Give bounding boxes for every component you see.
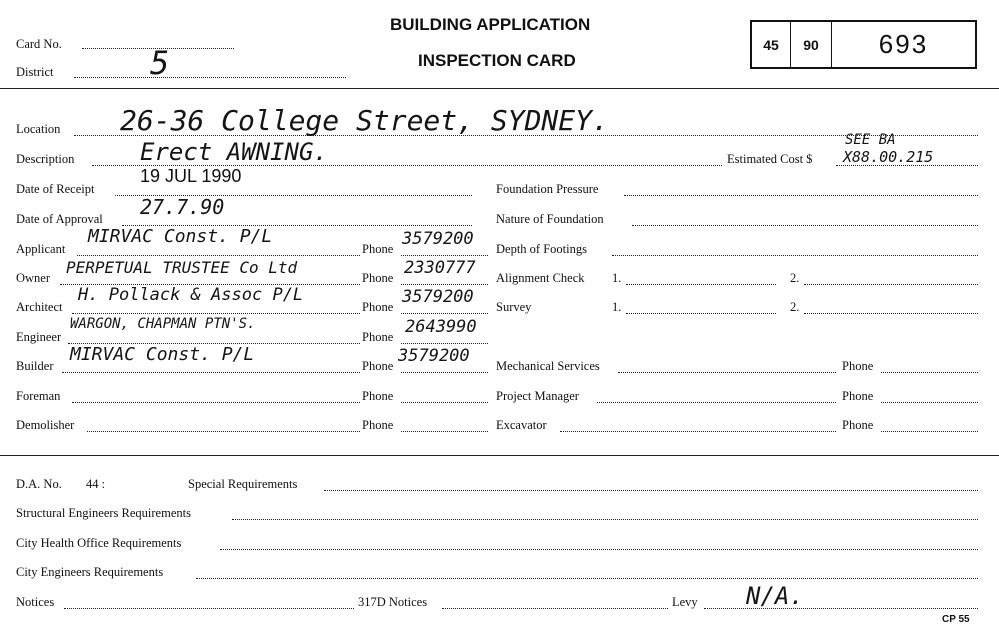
reference-number-boxes bbox=[750, 20, 977, 69]
alignment-check-line1 bbox=[626, 284, 776, 285]
builder-phone-value: 3579200 bbox=[398, 346, 470, 366]
notices-label: Notices bbox=[16, 595, 55, 609]
estimated-cost-label: Estimated Cost $ bbox=[727, 152, 813, 166]
description-value: Erect AWNING. bbox=[140, 138, 328, 166]
builder-phone-label: Phone bbox=[362, 359, 394, 373]
applicant-phone-line bbox=[401, 255, 488, 256]
foreman-label: Foreman bbox=[16, 389, 61, 403]
project-manager-phone-label: Phone bbox=[842, 389, 874, 403]
builder-value: MIRVAC Const. P/L bbox=[70, 344, 255, 365]
location-label: Location bbox=[16, 122, 61, 136]
applicant-line bbox=[77, 255, 360, 256]
foundation-pressure-label: Foundation Pressure bbox=[496, 182, 599, 196]
applicant-phone-value: 3579200 bbox=[402, 229, 474, 249]
card-no-label: Card No. bbox=[16, 37, 62, 51]
engineer-value: WARGON, CHAPMAN PTN'S. bbox=[70, 316, 256, 332]
applicant-label: Applicant bbox=[16, 242, 66, 256]
levy-value: N/A. bbox=[746, 582, 804, 610]
form-code: CP 55 bbox=[942, 614, 970, 625]
architect-phone-label: Phone bbox=[362, 300, 394, 314]
estimated-cost-value: X88.00.215 bbox=[843, 148, 934, 166]
ref-box-3: 693 bbox=[878, 29, 929, 59]
special-requirements-label: Special Requirements bbox=[188, 477, 298, 491]
owner-phone-line bbox=[401, 284, 488, 285]
survey-num2: 2. bbox=[790, 300, 800, 314]
district-label: District bbox=[16, 65, 54, 79]
architect-label: Architect bbox=[16, 300, 63, 314]
form-title-line1: BUILDING APPLICATION bbox=[390, 15, 591, 34]
owner-phone-label: Phone bbox=[362, 271, 394, 285]
foreman-phone-line bbox=[401, 402, 488, 403]
excavator-label: Excavator bbox=[496, 418, 547, 432]
project-manager-line bbox=[597, 402, 836, 403]
engineer-phone-label: Phone bbox=[362, 330, 394, 344]
date-of-approval-label: Date of Approval bbox=[16, 212, 103, 226]
applicant-value: MIRVAC Const. P/L bbox=[88, 226, 273, 247]
excavator-line bbox=[560, 431, 836, 432]
structural-engineers-label: Structural Engineers Requirements bbox=[16, 506, 191, 520]
city-health-line bbox=[220, 549, 978, 550]
city-health-label: City Health Office Requirements bbox=[16, 536, 182, 550]
city-engineers-line bbox=[196, 578, 978, 579]
mechanical-services-label: Mechanical Services bbox=[496, 359, 600, 373]
builder-label: Builder bbox=[16, 359, 54, 373]
owner-value: PERPETUAL TRUSTEE Co Ltd bbox=[66, 258, 298, 277]
notices-line bbox=[64, 608, 354, 609]
district-value: 5 bbox=[150, 44, 170, 82]
architect-phone-line bbox=[401, 313, 488, 314]
form-title-line2: INSPECTION CARD bbox=[418, 51, 576, 70]
survey-line2 bbox=[804, 313, 978, 314]
da-no-label: D.A. No. bbox=[16, 477, 62, 491]
applicant-phone-label: Phone bbox=[362, 242, 394, 256]
structural-engineers-line bbox=[232, 519, 978, 520]
date-of-approval-value: 27.7.90 bbox=[140, 195, 225, 219]
city-engineers-label: City Engineers Requirements bbox=[16, 565, 164, 579]
foundation-pressure-line bbox=[624, 195, 978, 196]
survey-line1 bbox=[626, 313, 776, 314]
demolisher-phone-line bbox=[401, 431, 488, 432]
demolisher-phone-label: Phone bbox=[362, 418, 394, 432]
survey-label: Survey bbox=[496, 300, 532, 314]
depth-of-footings-line bbox=[612, 255, 978, 256]
district-line bbox=[74, 77, 346, 78]
foreman-line bbox=[72, 402, 360, 403]
date-of-receipt-stamp: 19 JUL 1990 bbox=[140, 166, 242, 186]
header-divider bbox=[0, 88, 999, 89]
project-manager-phone-line bbox=[881, 402, 978, 403]
ref-box-2: 90 bbox=[791, 22, 832, 67]
mechanical-services-line bbox=[618, 372, 836, 373]
levy-label: Levy bbox=[672, 595, 698, 609]
mechanical-services-phone-line bbox=[881, 372, 978, 373]
nature-of-foundation-line bbox=[632, 225, 978, 226]
architect-value: H. Pollack & Assoc P/L bbox=[78, 285, 304, 305]
alignment-check-line2 bbox=[804, 284, 978, 285]
engineer-phone-line bbox=[401, 343, 488, 344]
location-value: 26-36 College Street, SYDNEY. bbox=[120, 104, 609, 137]
estimated-cost-note: SEE BA bbox=[845, 132, 896, 148]
alignment-check-label: Alignment Check bbox=[496, 271, 585, 285]
owner-label: Owner bbox=[16, 271, 51, 285]
foreman-phone-label: Phone bbox=[362, 389, 394, 403]
demolisher-line bbox=[87, 431, 360, 432]
alignment-check-num2: 2. bbox=[790, 271, 800, 285]
alignment-check-num1: 1. bbox=[612, 271, 622, 285]
builder-phone-line bbox=[401, 372, 488, 373]
engineer-label: Engineer bbox=[16, 330, 62, 344]
owner-phone-value: 2330777 bbox=[404, 258, 476, 278]
architect-line bbox=[72, 313, 360, 314]
nature-of-foundation-label: Nature of Foundation bbox=[496, 212, 604, 226]
da-no-value: 44 : bbox=[86, 477, 106, 491]
architect-phone-value: 3579200 bbox=[402, 287, 474, 307]
engineer-phone-value: 2643990 bbox=[405, 317, 477, 337]
date-of-receipt-label: Date of Receipt bbox=[16, 182, 95, 196]
demolisher-label: Demolisher bbox=[16, 418, 75, 432]
special-requirements-line bbox=[324, 490, 978, 491]
excavator-phone-line bbox=[881, 431, 978, 432]
builder-line bbox=[62, 372, 360, 373]
ref-box-1: 45 bbox=[752, 22, 791, 67]
section-divider bbox=[0, 455, 999, 456]
survey-num1: 1. bbox=[612, 300, 622, 314]
depth-of-footings-label: Depth of Footings bbox=[496, 242, 587, 256]
317d-notices-label: 317D Notices bbox=[358, 595, 428, 609]
excavator-phone-label: Phone bbox=[842, 418, 874, 432]
317d-notices-line bbox=[442, 608, 668, 609]
description-label: Description bbox=[16, 152, 75, 166]
mechanical-services-phone-label: Phone bbox=[842, 359, 874, 373]
project-manager-label: Project Manager bbox=[496, 389, 579, 403]
